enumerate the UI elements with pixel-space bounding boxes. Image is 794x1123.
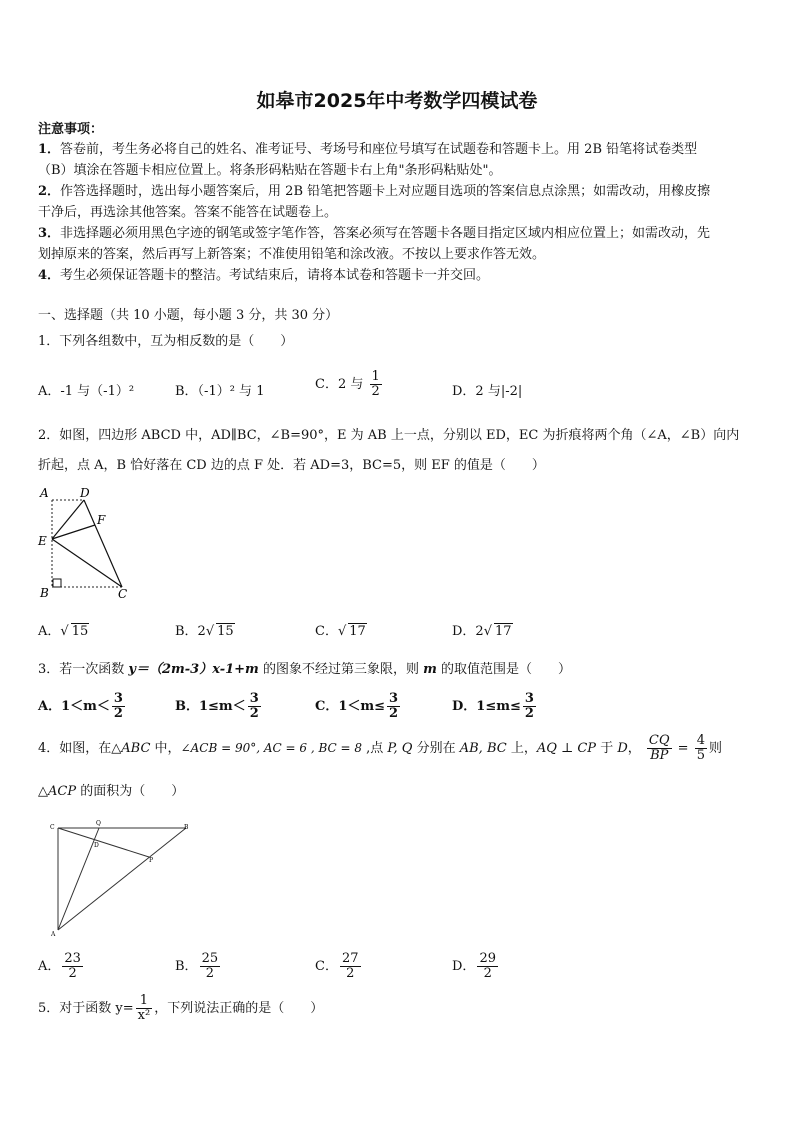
fraction-den: 2 [524,706,534,721]
q1-option-a: A．-1 与（-1）² [38,384,135,399]
notice-item-1-cont: （B）填涂在答题卡相应位置上。将条形码粘贴在答题卡右上角"条形码粘贴处"。 [38,163,502,178]
fraction [136,994,153,1023]
notice-heading: 注意事项： [38,122,104,137]
fraction-num: 3 [524,691,534,706]
q4-option-a [38,952,85,981]
option-label: B． [175,959,198,974]
label-f: F [97,513,106,527]
fraction-den: 2 [68,966,77,981]
label-p: P [149,857,154,864]
fraction-num: 3 [249,691,259,706]
sqrt: √ 17 [483,624,512,639]
q1-option-d: D．2 与|-2| [452,384,523,399]
fraction-den: 2 [371,384,380,399]
q3-option-b [175,692,263,721]
fraction-num: 3 [113,691,123,706]
q4-line-aq [58,828,99,930]
q4-text: ,点 [362,741,388,756]
fraction-num: 3 [389,691,399,706]
fraction [248,692,261,721]
q4-triangle: △ABC [111,741,151,756]
q2-option-a [38,620,89,639]
label-a: A [51,931,56,938]
q5-post: ，下列说法正确的是（ ） [154,1001,324,1016]
section-heading: 一、选择题（共 10 小题，每小题 3 分，共 30 分） [38,308,339,323]
option-label: C．1＜m≤ [315,699,386,714]
q4-figure [46,818,196,940]
q2-figure [34,484,134,602]
fraction [200,952,221,981]
label-c: C [50,824,55,831]
fraction [695,734,707,763]
label-b: B [184,824,189,831]
q1-option-b: B．（-1）² 与 1 [175,384,265,399]
option-label: C． [315,959,338,974]
sqrt: √ 15 [205,624,234,639]
fraction-den: 2 [346,966,355,981]
q4-points: P, Q [387,741,413,756]
notice-item-4 [38,266,760,286]
q2-option-d [452,620,513,639]
radicand: 17 [495,624,512,639]
fraction-num: 27 [341,951,359,966]
fraction [112,692,125,721]
notice-text: 考生必须保证答题卡的整洁。考试结束后，请将本试卷和答题卡一并交回。 [60,268,490,283]
q1-stem: 1．下列各组数中，互为相反数的是（ ） [38,334,294,349]
option-label: B．1≤m＜ [175,699,246,714]
sqrt: √ 17 [337,624,366,639]
option-label: D． [452,959,476,974]
q4-text: 的面积为（ ） [76,784,185,799]
label-b: B [40,586,49,600]
q4-sides: AB, BC [459,741,507,756]
q3-function: y＝（2m-3）x-1+m [128,662,259,677]
q1-option-c-label: C．2 与 [315,377,364,392]
q4-triangle: △ACP [38,784,77,799]
q2-option-b [175,620,235,639]
fraction-den: BP [650,748,669,763]
q3-stem [38,660,760,680]
radicand: 15 [217,624,234,639]
fraction [387,692,400,721]
q2-option-c [315,620,367,639]
q5-pre: 5．对于函数 y= [38,1001,134,1016]
q2-stem-line2: 折起，点 A，B 恰好落在 CD 边的点 F 处．若 AD=3，BC=5，则 EF 的值是（ ） [38,458,545,473]
label-d: D [80,486,90,500]
option-label: C． [315,624,338,639]
fraction-num: 25 [201,951,219,966]
page-title: 如皋市2025年中考数学四模试卷 [256,90,538,112]
option-label: A．1＜m＜ [38,699,110,714]
label-d: D [94,842,99,849]
q4-stem-line2 [38,780,184,799]
q1-option-c [315,370,384,399]
fraction-den: 2 [205,966,214,981]
q3-variable: m [423,662,437,677]
radicand: 17 [349,624,366,639]
label-c: C [118,587,128,601]
label-a: A [40,486,49,500]
q4-text: 于 [596,741,618,756]
fraction-num: 23 [64,951,81,966]
fraction [340,952,361,981]
fraction [477,952,498,981]
q4-text: 中， [150,741,181,756]
option-label: D．1≤m≤ [452,699,521,714]
fraction-den: 2 [389,706,399,721]
option-label: D．2 [452,624,484,639]
q3-stem-post: 的图象不经过第三象限，则 [258,662,424,677]
notice-num: 4． [38,268,61,283]
fraction-den: 5 [696,748,705,763]
fraction-den: 2 [249,706,259,721]
option-label: B．2 [175,624,206,639]
q4-text: 分别在 [412,741,460,756]
notice-item-1 [38,140,760,160]
notice-item-2 [38,182,760,202]
q4-option-b [175,952,222,981]
sqrt: √ 15 [60,624,89,639]
q3-stem-pre: 3．若一次函数 [38,662,129,677]
fraction-den: x² [137,1008,151,1023]
q5-stem [38,994,323,1023]
fraction [62,952,83,981]
q3-option-c [315,692,402,721]
q4-stem-line1 [38,734,722,763]
q3-option-d [452,692,538,721]
radicand: 15 [71,624,89,639]
q3-option-a [38,692,127,721]
notice-num: 3． [38,226,61,241]
option-label: A． [38,959,61,974]
q3-stem-end: 的取值范围是（ ） [436,662,571,677]
notice-item-3 [38,224,760,244]
q4-text: 则 [708,741,722,756]
fraction [370,370,382,399]
q4-option-c [315,952,363,981]
q2-line-ed [52,500,84,539]
label-e: E [38,534,47,548]
fraction [523,692,536,721]
q4-line-cp [58,828,149,857]
fraction [647,734,672,763]
fraction-num: 1 [136,994,153,1009]
right-angle-mark [53,579,61,587]
q4-side-ab [58,828,186,930]
fraction-num: CQ [648,733,670,748]
notice-num: 1． [38,142,61,157]
fraction-den: 2 [113,706,123,721]
option-label: A． [38,624,61,639]
q4-point-d: D [617,741,628,756]
q4-equals: = [673,741,693,756]
q4-pre: 4．如图，在 [38,741,112,756]
notice-num: 2． [38,184,61,199]
q4-perpendicular: AQ ⊥ CP [536,741,597,756]
notice-item-3-cont: 划掉原来的答案，然后再写上新答案；不准使用铅笔和涂改液。不按以上要求作答无效。 [38,247,546,262]
q2-stem-line1: 2．如图，四边形 ABCD 中，AD∥BC，∠B=90°，E 为 AB 上一点，分别以 ED，EC 为折痕将两个角（∠A，∠B）向内 [38,428,740,443]
notice-text: 作答选择题时，选出每小题答案后，用 2B 铅笔把答题卡上对应题目选项的答案信息点涂黑；如需改动，用橡皮擦 [60,184,711,199]
notice-text: 答卷前，考生务必将自己的姓名、准考证号、考场号和座位号填写在试题卷和答题卡上。用 2B 铅笔将试卷类型 [60,142,698,157]
q4-text: 上， [506,741,537,756]
label-q: Q [96,820,101,827]
q4-text: ， [627,741,641,756]
notice-item-2-cont: 干净后，再选涂其他答案。答案不能答在试题卷上。 [38,205,338,220]
q4-condition: ∠ACB = 90°, AC = 6 , BC = 8 [180,741,363,755]
fraction-num: 4 [696,733,705,748]
q4-option-d [452,952,500,981]
notice-text: 非选择题必须用黑色字迹的钢笔或签字笔作答，答案必须写在答题卡各题目指定区域内相应位置上；如需改动，先 [60,226,711,241]
fraction-num: 29 [479,951,496,966]
fraction-num: 1 [371,369,380,384]
fraction-den: 2 [483,966,492,981]
